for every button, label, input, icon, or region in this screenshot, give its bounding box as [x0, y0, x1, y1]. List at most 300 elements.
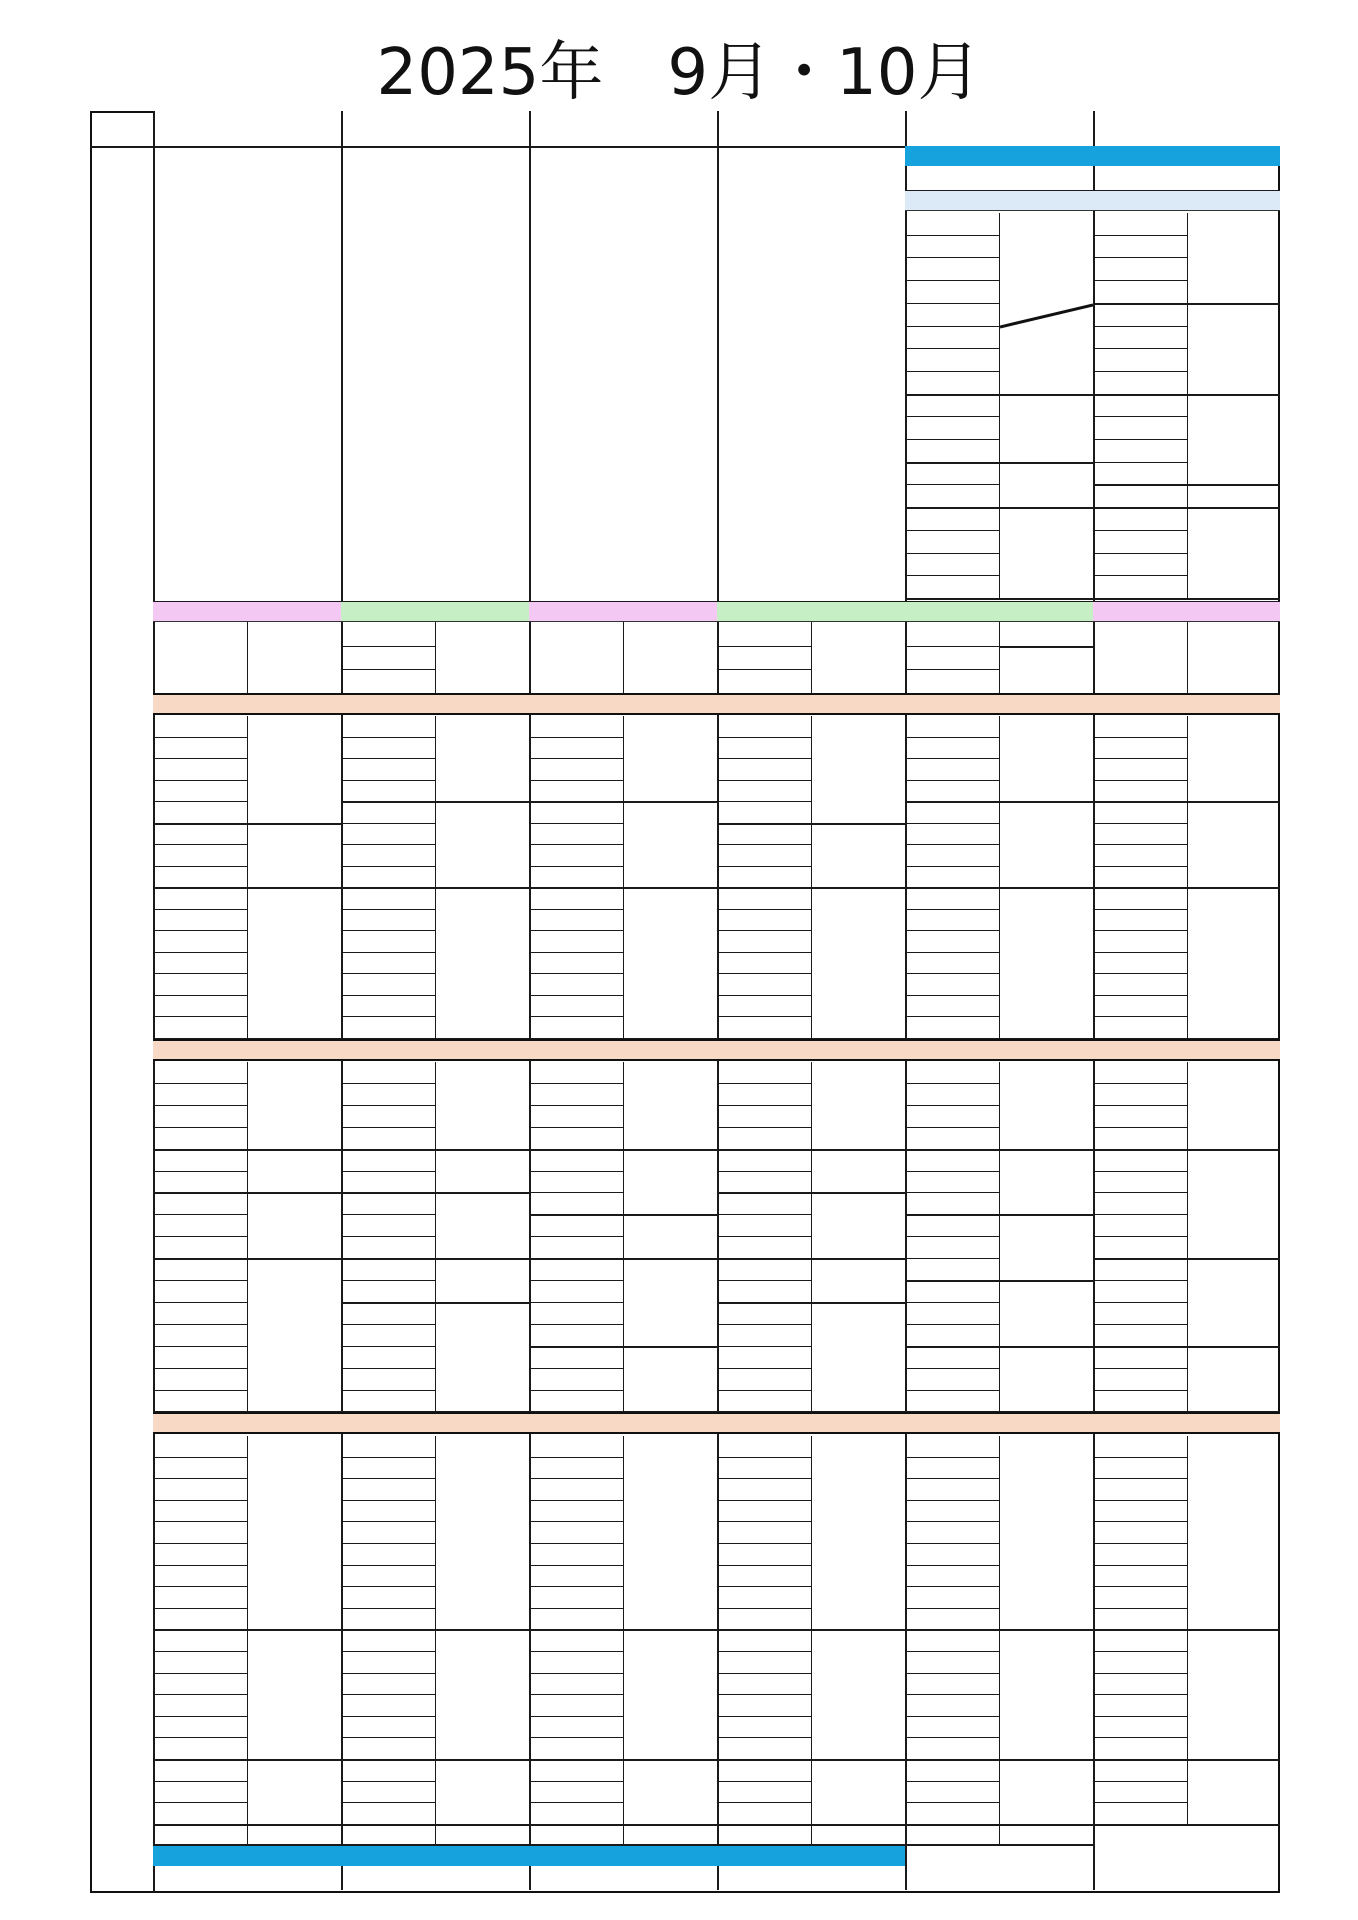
level-number	[1093, 213, 1187, 236]
level-number	[905, 508, 999, 531]
level-number	[153, 738, 247, 760]
level-number	[717, 931, 811, 953]
level-number	[153, 1062, 247, 1084]
level-number	[905, 867, 999, 889]
level-number	[717, 1652, 811, 1674]
level-number	[153, 1652, 247, 1674]
level-number	[717, 1501, 811, 1523]
level-number	[153, 1347, 247, 1369]
level-number	[717, 716, 811, 738]
adult-level	[717, 622, 811, 646]
level-number	[153, 1172, 247, 1194]
level-number	[905, 1782, 999, 1804]
coach-name	[1188, 1630, 1280, 1760]
coach-name	[812, 1303, 905, 1413]
grid-line	[811, 1824, 812, 1844]
level-number	[1093, 372, 1187, 395]
level-number	[717, 1150, 811, 1172]
level-number	[905, 304, 999, 327]
diagonal-divider	[1000, 295, 1093, 335]
level-number	[529, 953, 623, 975]
coach-name	[1000, 1760, 1093, 1825]
level-number	[717, 1106, 811, 1128]
level-number	[153, 1587, 247, 1609]
level-number	[1093, 845, 1187, 867]
level-number	[717, 1391, 811, 1413]
level-number	[341, 738, 435, 760]
level-number	[905, 1609, 999, 1631]
level-number	[341, 1128, 435, 1150]
level-number	[1093, 1717, 1187, 1739]
level-number	[341, 716, 435, 738]
level-number	[905, 463, 999, 486]
level-number	[717, 1259, 811, 1281]
coach-name	[812, 622, 905, 693]
level-number	[1093, 1369, 1187, 1391]
level-number	[905, 759, 999, 781]
coach-name	[1188, 1347, 1280, 1413]
level-number	[529, 1458, 623, 1480]
coach-name	[1000, 1436, 1093, 1630]
coach-name	[812, 824, 905, 889]
level-number	[1093, 258, 1187, 281]
level-number	[1093, 1303, 1187, 1325]
level-number	[905, 824, 999, 846]
level-number	[153, 910, 247, 932]
coach-name	[1000, 1215, 1093, 1281]
coach-name	[436, 888, 529, 1039]
level-number	[153, 802, 247, 824]
coach-name	[1000, 1347, 1093, 1413]
level-number	[717, 1128, 811, 1150]
level-number	[905, 1436, 999, 1458]
level-number	[529, 1566, 623, 1588]
level-number	[341, 1652, 435, 1674]
coach-name	[436, 1436, 529, 1630]
coach-name	[812, 1436, 905, 1630]
level-number	[529, 824, 623, 846]
level-number	[341, 1717, 435, 1739]
adult-level	[905, 622, 999, 646]
level-number	[153, 1760, 247, 1782]
level-number	[341, 1609, 435, 1631]
level-number	[341, 1587, 435, 1609]
coach-name	[248, 1150, 341, 1194]
level-number	[1093, 1630, 1187, 1652]
coach-name	[1188, 508, 1280, 599]
level-number	[529, 1237, 623, 1259]
adult-level	[717, 646, 811, 670]
level-number	[153, 1281, 247, 1303]
level-number	[1093, 1738, 1187, 1760]
coach-name	[436, 1150, 529, 1194]
level-number	[341, 888, 435, 910]
level-number	[905, 888, 999, 910]
coach-name	[248, 1630, 341, 1760]
level-number	[717, 1017, 811, 1039]
section-band	[153, 693, 1280, 715]
level-number	[529, 781, 623, 803]
level-number	[1093, 1544, 1187, 1566]
level-number	[1093, 759, 1187, 781]
level-number	[717, 1084, 811, 1106]
level-number	[153, 1017, 247, 1039]
level-number	[905, 554, 999, 577]
level-number	[153, 781, 247, 803]
level-number	[905, 1172, 999, 1194]
coach-name	[1188, 304, 1280, 395]
coach-name	[624, 622, 717, 693]
level-number	[717, 781, 811, 803]
level-number	[341, 1237, 435, 1259]
coach-name	[1188, 485, 1280, 508]
ikusei-label	[153, 1824, 247, 1844]
level-number	[529, 1609, 623, 1631]
level-number	[717, 1325, 811, 1347]
level-number	[153, 1458, 247, 1480]
level-number	[717, 888, 811, 910]
level-number	[153, 974, 247, 996]
level-number	[1093, 349, 1187, 372]
level-number	[153, 1084, 247, 1106]
level-number	[529, 1652, 623, 1674]
level-number	[341, 1738, 435, 1760]
morning-band	[529, 602, 717, 622]
level-number	[529, 1391, 623, 1413]
coach-name	[1188, 1760, 1280, 1825]
level-number	[717, 738, 811, 760]
coach-name	[1000, 646, 1093, 693]
level-number	[341, 759, 435, 781]
level-number	[529, 867, 623, 889]
coach-name	[1000, 802, 1093, 888]
level-number	[529, 1150, 623, 1172]
level-number	[717, 1522, 811, 1544]
level-number	[905, 1281, 999, 1303]
coach-name	[1000, 888, 1093, 1039]
level-number	[1093, 1587, 1187, 1609]
coach-name	[248, 1760, 341, 1825]
level-number	[1093, 931, 1187, 953]
level-number	[1093, 1566, 1187, 1588]
level-number	[1093, 304, 1187, 327]
level-number	[341, 1017, 435, 1039]
coach-name	[624, 1347, 717, 1413]
level-number	[1093, 508, 1187, 531]
level-number	[717, 953, 811, 975]
level-number	[905, 236, 999, 259]
level-number	[529, 716, 623, 738]
coach-name	[812, 888, 905, 1039]
coach-name	[436, 1259, 529, 1303]
coach-name	[624, 1062, 717, 1150]
level-number	[717, 1782, 811, 1804]
senshu-band	[905, 146, 1093, 166]
coach-name	[248, 1259, 341, 1412]
senshu-coach	[905, 166, 1093, 190]
coach-name	[812, 716, 905, 824]
coach-name	[1000, 1150, 1093, 1216]
level-number	[1093, 1128, 1187, 1150]
level-number	[905, 1695, 999, 1717]
level-number	[529, 1172, 623, 1194]
grid-line	[247, 1824, 248, 1844]
level-number	[905, 213, 999, 236]
senshu-coach	[529, 1866, 717, 1890]
level-number	[153, 996, 247, 1018]
level-number	[341, 867, 435, 889]
adult-level	[341, 646, 435, 670]
grid-line	[999, 1824, 1000, 1844]
level-number	[1093, 531, 1187, 554]
level-number	[153, 1128, 247, 1150]
adult-level	[717, 669, 811, 693]
level-number	[153, 716, 247, 738]
level-number	[1093, 554, 1187, 577]
level-number	[717, 1760, 811, 1782]
morning-band	[905, 602, 1093, 622]
day-header	[717, 111, 905, 146]
coach-name	[436, 1303, 529, 1413]
level-number	[1093, 327, 1187, 350]
level-number	[341, 824, 435, 846]
coach-name	[436, 1760, 529, 1825]
grid-line	[1093, 1824, 1280, 1826]
level-number	[341, 1325, 435, 1347]
coach-name	[624, 1630, 717, 1760]
level-number	[1093, 867, 1187, 889]
level-number	[153, 953, 247, 975]
level-number	[717, 1347, 811, 1369]
level-number	[153, 1674, 247, 1696]
level-number	[153, 1193, 247, 1215]
level-number	[529, 1303, 623, 1325]
level-number	[717, 1803, 811, 1825]
level-number	[341, 1172, 435, 1194]
level-number	[905, 1106, 999, 1128]
level-number	[1093, 1609, 1187, 1631]
level-number	[905, 372, 999, 395]
adult-level	[341, 622, 435, 646]
level-number	[529, 1106, 623, 1128]
level-number	[1093, 738, 1187, 760]
level-number	[153, 1738, 247, 1760]
coach-name	[812, 1824, 905, 1844]
level-number	[153, 1215, 247, 1237]
level-number	[153, 759, 247, 781]
level-number	[341, 1630, 435, 1652]
coach-name	[1188, 395, 1280, 486]
level-number	[153, 1479, 247, 1501]
level-number	[529, 1259, 623, 1281]
level-number	[529, 1215, 623, 1237]
level-number	[529, 1128, 623, 1150]
adult-level	[905, 646, 999, 670]
section-band	[153, 1039, 1280, 1061]
level-number	[905, 349, 999, 372]
level-number	[905, 1215, 999, 1237]
level-number	[905, 1587, 999, 1609]
level-number	[905, 417, 999, 440]
level-number	[1093, 485, 1187, 508]
level-number	[905, 1458, 999, 1480]
level-number	[341, 781, 435, 803]
coach-name	[1188, 802, 1280, 888]
level-number	[717, 1479, 811, 1501]
level-number	[529, 1501, 623, 1523]
level-number	[905, 1017, 999, 1039]
level-number	[153, 1522, 247, 1544]
level-number	[905, 716, 999, 738]
level-number	[529, 1369, 623, 1391]
level-number	[717, 1717, 811, 1739]
level-number	[905, 802, 999, 824]
day-header	[529, 111, 717, 146]
level-number	[1093, 1325, 1187, 1347]
level-number	[529, 1782, 623, 1804]
coach-name	[436, 1824, 529, 1844]
level-number	[341, 1281, 435, 1303]
level-number	[529, 802, 623, 824]
level-number	[905, 1347, 999, 1369]
level-number	[341, 1782, 435, 1804]
level-number	[905, 931, 999, 953]
level-number	[153, 1609, 247, 1631]
level-number	[153, 888, 247, 910]
coach-name	[1000, 463, 1093, 508]
level-number	[529, 845, 623, 867]
level-number	[1093, 1106, 1187, 1128]
level-number	[1093, 395, 1187, 418]
level-number	[529, 1738, 623, 1760]
coach-name	[1000, 508, 1093, 599]
level-number	[529, 1084, 623, 1106]
coach-name	[1000, 716, 1093, 802]
coach-name	[248, 1824, 341, 1844]
level-number	[905, 1062, 999, 1084]
level-number	[1093, 576, 1187, 599]
coach-name	[624, 1760, 717, 1825]
level-number	[1093, 463, 1187, 486]
senshu-band	[341, 1846, 529, 1866]
level-number	[717, 802, 811, 824]
level-number	[717, 1609, 811, 1631]
coach-name	[812, 1259, 905, 1303]
level-number	[1093, 1215, 1187, 1237]
level-number	[341, 1193, 435, 1215]
coach-name	[1188, 888, 1280, 1039]
level-number	[905, 910, 999, 932]
morning-band	[717, 602, 905, 622]
level-number	[153, 1369, 247, 1391]
coach-name	[624, 1824, 717, 1844]
level-number	[341, 802, 435, 824]
level-number	[341, 1062, 435, 1084]
level-number	[717, 1303, 811, 1325]
level-number	[717, 1544, 811, 1566]
level-number	[1093, 1674, 1187, 1696]
ikusei-label	[717, 1824, 811, 1844]
level-number	[717, 974, 811, 996]
grid-line	[435, 1824, 436, 1844]
coach-name	[624, 716, 717, 802]
level-number	[905, 281, 999, 304]
day-header	[1093, 111, 1280, 146]
level-number	[1093, 1501, 1187, 1523]
level-number	[153, 1150, 247, 1172]
level-number	[153, 824, 247, 846]
coach-name	[436, 1630, 529, 1760]
coach-name	[624, 1436, 717, 1630]
level-number	[341, 1522, 435, 1544]
level-number	[529, 1479, 623, 1501]
level-number	[905, 996, 999, 1018]
level-number	[341, 1215, 435, 1237]
coach-name	[1188, 1259, 1280, 1347]
coach-name	[624, 1215, 717, 1259]
level-number	[717, 1237, 811, 1259]
level-number	[153, 1436, 247, 1458]
day-header	[341, 111, 529, 146]
coach-name	[812, 1193, 905, 1259]
grid-line	[1093, 598, 1280, 600]
coach-name	[1000, 1630, 1093, 1760]
level-number	[905, 1803, 999, 1825]
level-number	[905, 1325, 999, 1347]
level-number	[1093, 1803, 1187, 1825]
coach-name	[812, 1630, 905, 1760]
morning-band	[1093, 602, 1280, 622]
level-number	[905, 258, 999, 281]
level-number	[341, 1391, 435, 1413]
level-number	[717, 824, 811, 846]
level-number	[905, 1630, 999, 1652]
kinder-kj-band	[905, 191, 1093, 211]
morning-band	[341, 602, 529, 622]
baby-class-label	[529, 622, 623, 693]
level-number	[717, 1587, 811, 1609]
level-number	[341, 1544, 435, 1566]
level-number	[905, 738, 999, 760]
level-number	[1093, 1760, 1187, 1782]
level-number	[905, 440, 999, 463]
level-number	[1093, 802, 1187, 824]
level-number	[341, 974, 435, 996]
kinder-kj-band	[1093, 191, 1280, 211]
level-number	[341, 1803, 435, 1825]
level-number	[1093, 1193, 1187, 1215]
level-number	[1093, 1237, 1187, 1259]
level-number	[529, 974, 623, 996]
level-number	[905, 1479, 999, 1501]
level-number	[1093, 1652, 1187, 1674]
senshu-band	[153, 1846, 341, 1866]
level-number	[529, 1803, 623, 1825]
level-number	[717, 910, 811, 932]
ikusei-label	[341, 1824, 435, 1844]
level-number	[529, 1630, 623, 1652]
level-number	[529, 1347, 623, 1369]
coach-name	[436, 1062, 529, 1150]
level-number	[1093, 1458, 1187, 1480]
level-number	[341, 1501, 435, 1523]
coach-name	[436, 802, 529, 888]
coach-name	[436, 622, 529, 693]
page-title: 2025年 9月・10月	[376, 36, 982, 110]
level-number	[905, 1522, 999, 1544]
senshu-band	[717, 1846, 905, 1866]
level-number	[717, 1436, 811, 1458]
